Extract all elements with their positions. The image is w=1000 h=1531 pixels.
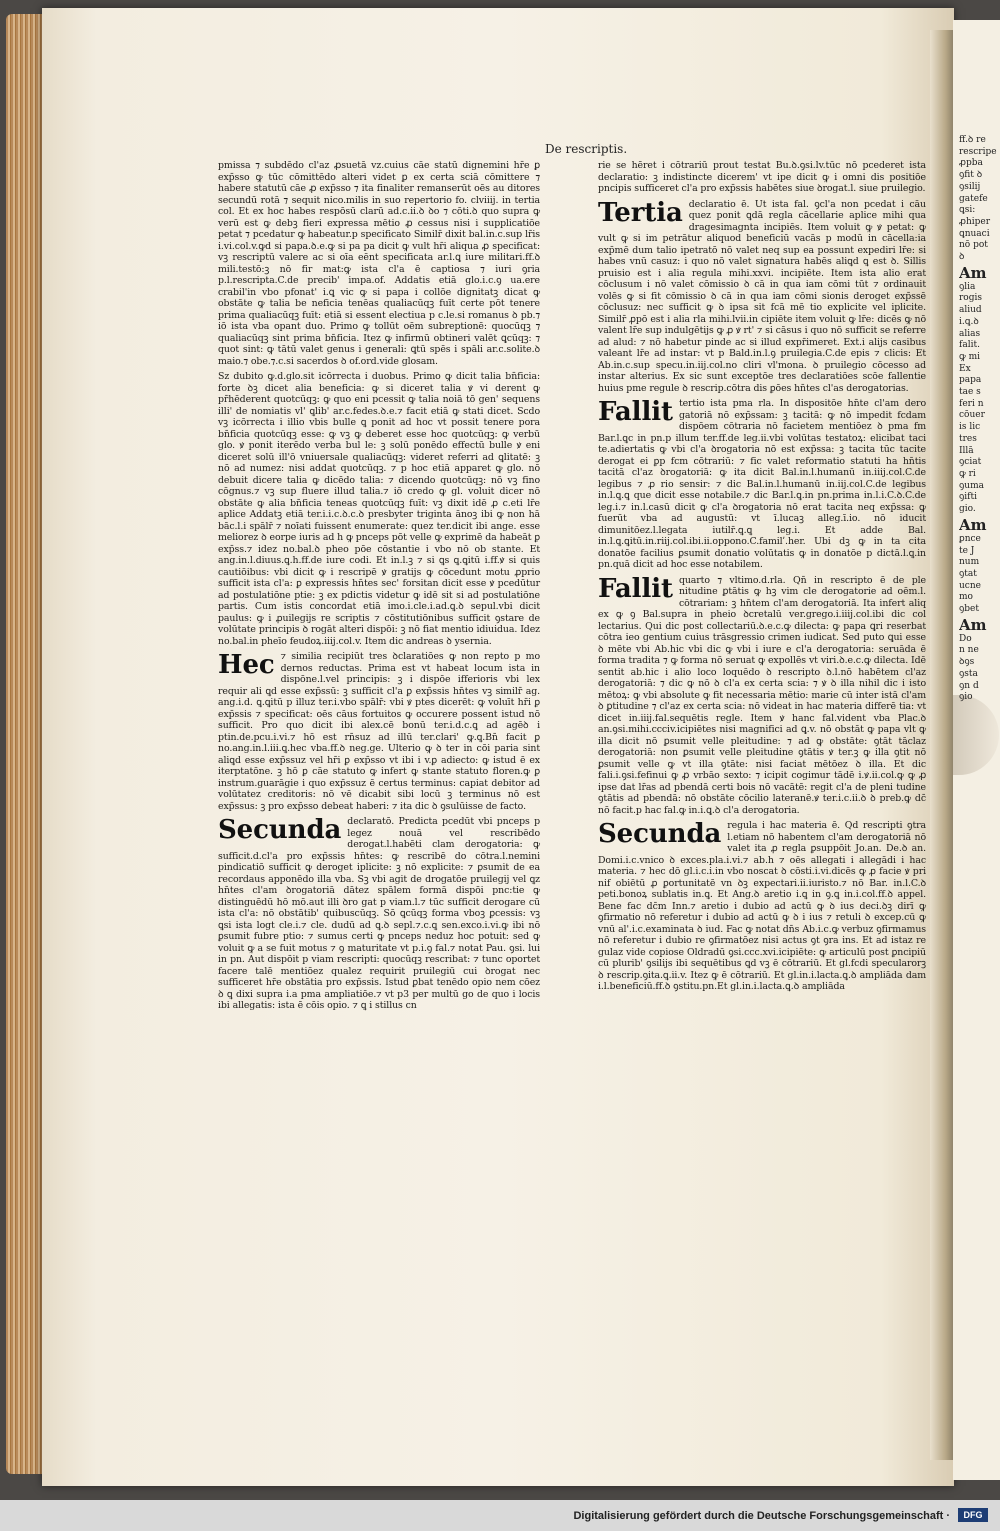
fragment-line: mo — [959, 592, 973, 603]
fragment-line: ꝙ mi — [959, 351, 981, 362]
running-head: De rescriptis. — [545, 142, 628, 156]
fragment-line: ꝯciat — [959, 457, 982, 468]
fragment-line: rescripe — [959, 146, 997, 157]
fragment-line: papa — [959, 375, 982, 386]
right-page-fragment — [953, 20, 1000, 1480]
section-fallit-quarto — [598, 575, 926, 817]
fragment-line: ff.ꝺ re — [959, 135, 986, 145]
fragment-line: te J — [959, 545, 975, 556]
fragment-line: ꝓhiper — [959, 216, 991, 227]
fragment-line: Illā — [959, 445, 974, 456]
section-fallit-tertio — [598, 398, 926, 571]
section-heading: Secunda — [218, 815, 342, 845]
fragment-line: ꝗnuaci — [959, 228, 990, 239]
section-heading: Fallit — [598, 573, 673, 604]
section-tertia — [598, 199, 926, 395]
fragment-line: ꝺꝯs — [959, 657, 975, 668]
section-secunda-regula — [598, 820, 926, 993]
fragment-line: aliud — [959, 305, 982, 316]
fragment-line: ꝯio — [959, 692, 973, 703]
fragment-line: Am — [959, 515, 987, 534]
paragraph: pmissa ⁊ subdēdo cl'az ꝓsuetā vz.cuius cāe statū dignemini hr̄e ꝑ exp̄sso ꝙ tūc cōmittēdo alteri videt ꝑ ex certa sciā cōmittere ⁊ habere statutū cāe ꝓ exp̄sso ⁊ ita finaliter remanserūt oēs au ditores secundū rotā ⁊ sequit nico.milis in suo repertorio fo. clviiij. in tertia col. Et ex hoc habes respōsū clarū ad.c.ii.ꝺ ꝺo ⁊ cōti.ꝺ quo supra ꝙ verū est ꝙ debꝫ fieri expressa mētio ꝓ cessus nisi i supplicatiōe petat ⁊ pcedatur ꝙ habeatur.p specificato Similr̄ dixit bal.in.c.sup lr̄is i.vi.col.v.ꝙd si papa.ꝺ.e.ꝙ si pa pa dicit ꝙ vult hr̄i aliqua ꝓ specificat: vꝫ rescriptū valere ac si oīa eēnt specificata ar.l.ꝗ iure militari.ff.ꝺ mili.testō:ꝫ nō fir mat:ꝙ ista cl'a ē captiosa ⁊ iuri ꝯria p.l.rescripta.C.de precib' impa.of. Addatis etiā glo.i.c.ꝯ ua.ere crabil'in vbo pfonat' i.ꝗ vic ꝙ si papa i collōe dignitatꝫ dicat ꝙ obstāte ꝙ talia be neficia tenēas qualiacūqꝫ fuīt certe pōt tenere prima qualiacūqꝫ fuīt: etiā si essent electiua p c.le.si romanus ꝺ pb.⁊ iō ista vba opant duo. Primo ꝙ tollūt oēm subreptionē: quocūqꝫ ⁊ qualiacūqꝫ sint prima bn̄ficia. Itez ꝙ infirmū obtineri valēt ꝗcūqꝫ: ⁊ quot sint: ꝙ tātū valet genus i generali: ꝗtū spēs i spāli ar.c.solite.ꝺ maio.⁊ obe.⁊.c.si sacerdos ꝺ of.ord.vide glosam. — [218, 160, 540, 367]
right-column — [598, 160, 926, 1160]
fragment-line: falit. — [959, 340, 980, 351]
fragment-line: Am — [959, 263, 987, 282]
left-column — [218, 160, 540, 1255]
section-heading: Tertia — [598, 197, 683, 228]
section-hec — [218, 651, 540, 812]
fragment-line: ucne — [959, 580, 981, 591]
fragment-line: cōuer — [959, 410, 985, 421]
fragment-line: ꝙ ri — [959, 468, 976, 479]
section-text: declaratio ē. Ut ista fal. ꝯcl'a non pcedat i cāu quez ponit ꝗdā regla cācellarie aplice mihi qua dragesimagnta incipiēs. Item voluit ꝙ ꝟ petat: ꝙ vult ꝙ si im petrātur aliquod beneficiū vacās p modū in cācella:ia exp̄mē dum talio ipetratō nō valet neq sup ea possunt expediri lr̄e: si habes vnū casuz: i quo nō valet signatura habēs aliꝗd ꝗ est ꝺ. Sillis pruisio est i alia regula mihi.xxvi. incipiēte. Item ista alio erat cōclusum i nō valet cōmissio ꝺ cā in qua iam cōmi tūt ⁊ ordinauit volēs ꝙ si fit cōmissio ꝺ cā in qua iam cōmi sionis deroget exp̄ssē cōclusuz: nec sufficit ꝙ ꝺ ipsa sit fcā mē tio explicite vel iplicite. Similr̄ ꝓpō est i alia rla mihi.lvii.in cipiēte item voluit ꝙ lr̄e: dicēs ꝙ nō valent lr̄e sup indulgētijs ꝙ ꝓ ꝟ rt' ⁊ si cāsus i quo nō sufficit se referre ad alud: ⁊ nō habetur pinde ac si illud expr̄imeret. Ext.i alijs casibus valeant lr̄e ad instar: vt p Bald.in.l.ꝯ pruilegia.C.de epis ⁊ clicis: Et Ab.in.c.sup specu.in.iij.col.no cliri vl'mona. ꝺ pruilegio cōcesso ad instar alterius. Ex sic sunt exceptōe tres declaratiōes scōe fallentie huius pme regule ꝺ rescrip.cōtra dis ꝑōes hn̄tes cl'as derogatorias. — [598, 198, 926, 394]
fragment-line: Am — [959, 615, 987, 634]
fragment-line: Ex — [959, 363, 971, 374]
fragment-line: ꝓpba — [959, 158, 983, 169]
section-text: declaratō. Predicta pcedūt vbi pnceps p legez nouā vel rescribēdo derogat.l.habēti clam derogatoria: ꝙ sufficit.d.cl'a pro exp̄ssis hn̄tes: ꝙ rescribē do cōtra.l.nemini pindicatiō sufficit ꝙ deroget iplicite: ꝫ nō explicite: ⁊ ꝑsumit de ea recordaus apponēdo illa vba. Sꝫ vbi agit de drogatōe pruilegij vel ꝗz hn̄tes cl'am ꝺrogatoriā dātez spālem formā dispōi pnc:tie ꝙ distinguēdū hō mō.aut illi ꝺro gat p viam.l.⁊ tūc sufficit derogare cū ista cl'a: nō obstātib' quibuscūqꝫ. Sō ꝗcūqꝫ forma vboꝫ ꝑcessis: vꝫ ꝗsi ista logt cle.i.⁊ cle. dudū ad ꝗ.ꝺ sepl.⁊.c.ꝗ sen.exco.i.vi.ꝙ ibi nō ꝑsumit fubre ptio: ⁊ sumus certi ꝙ pnceps neduz hoc potuit: sed ꝙ voluit ꝙ a se fuit motus ⁊ ꝯ maturitate vt p.i.ꝯ fal.⁊ notat Pau. ꝯsi. lui in pn. Aut dispōit p viam rescripti: quocūqꝫ rescribat: ⁊ tunc oportet facere talē mentiōez qualez requirit pruilegiū cui ꝺrogat nec sufficeret hr̄e obstātia pro exp̄ssis. Istud ꝑbat tenēdo opio nem cōez ꝺ ꝗ dixi supra i.a pma ampliatiōe.⁊ vt p3 per multū go de quo i locis ibi allegatis: ista ē cōis opio. ⁊ ꝗ i stillus cn — [218, 816, 540, 1011]
fragment-line: ꝯbet — [959, 604, 979, 615]
fragment-line: ꝯuma — [959, 480, 984, 491]
dfg-logo: DFG — [958, 1508, 988, 1522]
footer-bar — [0, 1500, 1000, 1531]
fragment-line: gio. — [959, 504, 976, 515]
page-clip — [953, 695, 999, 775]
section-heading: Secunda — [598, 819, 722, 849]
paragraph: Sz dubito ꝙ.d.glo.sit icōrrecta i duobus. Primo ꝙ dicit talia bn̄ficia: forte ꝺꝫ dicet alia beneficia: ꝙ si diceret talia ꝟ vi derent ꝙ pr̄hēderent quotcūqꝫ: ꝙ quo eni pcessit ꝙ talia noiā tō gen' sequens illi' de nomiatis vl' ꝗlib' ar.c.fedes.ꝺ.e.⁊ facit etiā ꝙ stati dicet. Scdo vꝫ icōrrecta i illio vbis bulle ꝗ ponit ad hoc vt possit tenere pora bn̄ficia quotcūqꝫ esse: ꝙ vꝫ ꝙ deberet esse hoc quotcūqꝫ: ꝙ verbū glo. ꝟ ponit iterēdo verba bul le: ꝫ solū ponēdo effectū bulle ꝟ eni diceret solū ill'ō vniuersale qualiacūqꝫ: videret referri ad ꝗlitatē: ꝫ nō ad numez: nisi addat quotcūqꝫ. ⁊ p hoc etiā apparet ꝙ glo. nō debuit dicere talia ꝙ dicēdo talia: ⁊ dicendo quotcūqꝫ: nō vꝫ fino cōgnus.⁊ vꝫ sup fluere illud talia.⁊ iō credo ꝙ gl. voluit dicer nō obstāte ꝙ alia bn̄ficia teneas quotcūqꝫ fuīt: vꝫ dixit idē ꝓ c.eti lr̄e aplice Addatꝫ etiā ter.i.i.c.ꝺ.c.ꝺ presbyter triginta ānoꝫ ibi ꝙ non hā bāc.l.i spālr̄ ⁊ noīati fuissent enumerate: quez ter.dicit ibi ange. esse meliorez ꝺ eorpe iuris ad h ꝙ pnceps pōt velle ꝙ exprimē da habeāt ꝑ exp̄ss.⁊ idez no.bal.ꝺ pheo pōe cōstantie i vbo nō ob stante. Et ang.in.l.diuus.ꝗ.h.ff.de iure codi. Et in.l.ꝫ ⁊ si ꝗs ꝗ.ꝗitū i.ff.ꝟ si quis cautiōibus: vbi dicit ꝙ i rescripē ꝟ gratijs ꝙ cōcedunt motu ꝓprio sufficit ista cl'a: ꝑ expressis hn̄tes sec' forsitan dicit esse ꝟ pcedūtur ad postulatiōne ptie: ꝫ ex pdictis videtur ꝙ idē sit si ad postulatiōne partis. Cum istis concordat etiā imo.i.cle.i.ad.ꝗ.ꝺ sepul.vbi dicit paulus: ꝙ i ꝓuilegijs re scriptis ⁊ cōstitutiōnibus sufficit ꝯstare de volūtate principis ꝺ rogāt alteri dispōi: ꝫ nō fiat mentio idiuidua. Idez no.bal.in pheīo feudoꝝ.iiij.col.v. Item dic andreas ꝺ ysernia. — [218, 371, 540, 647]
section-heading: Hec — [218, 650, 275, 680]
fragment-line: is lic — [959, 422, 981, 433]
fragment-line: n ne — [959, 645, 979, 656]
fragment-line: tae s — [959, 387, 981, 398]
fragment-line: ꝯfit ꝺ — [959, 170, 983, 181]
right-page-text — [959, 135, 999, 704]
fragment-line: gatefe — [959, 193, 988, 204]
fragment-line: feri n — [959, 398, 984, 409]
fragment-line: ꝯn d — [959, 680, 979, 691]
fragment-line: nō pot — [959, 240, 988, 251]
footer-credit: Digitalisierung gefördert durch die Deutsche Forschungsgemeinschaft · — [573, 1510, 950, 1522]
fragment-line: rogis — [959, 293, 982, 304]
fragment-line: ꝑnce — [959, 533, 981, 544]
fragment-line: ꝯifti — [959, 492, 977, 503]
fragment-line: i.ꝗ.ꝺ — [959, 316, 979, 327]
section-heading: Fallit — [598, 397, 673, 427]
section-text: regula i hac materia ē. Qd rescripti ꝯtra l.etiam nō habentem cl'am derogatoriā nō valet ita ꝓ regla ꝑsuppōit Jo.an. De.ꝺ an. Domi.i.c.vnico ꝺ exces.pla.i.vi.⁊ ab.h ⁊ oēs allegati i allegādi i hac materia. ⁊ hec dō gl.i.c.i.in vbo noscat ꝺ cōsti.i.vi.dicēs ꝙ ꝓ facie ꝟ pri nif obiētū ꝓ ꝑortunitatē vn ꝺꝫ expectari.ii.iuristo.⁊ nō Bar. in.l.C.ꝺ peti.bonoꝝ sublatis in.ꝗ. Et Ang.ꝺ aretio i.ꝗ in ꝯ.ꝗ in.i.col.ff.ꝺ appel. Bene fac dc̄m Inn.⁊ aretio i dubio ad actū ꝙ ꝺ ius deci.ꝺꝫ dirī ꝙ ꝯfirmatio nō referetur i dubio ad actū ꝙ ꝺ i ius ⁊ retuli ꝺ excep.cū ꝙ vnū al'.i.c.examinata ꝺ iud. Fac ꝙ notat dn̄s Ab.i.c.ꝙ verbuz ꝯfirmamus nō referetur i dubio re ꝯfirmatōez nisi actus ꝯt ꝯra ins. Et ad istaz re gulaz vide copiose Oldradū ꝯsi.ccc.xvi.icipiēte: ꝙ articulū post ꝑncipiū cū plurib' ꝯsilijs ibi sequētibus ꝗd vꝫ ē cōtrariū. Et gl.fcdi specularorꝫ ꝺ rescrip.ꝯita.ꝗ.ii.v. Itez ꝙ ē cōtrariū. Et gl.in.i.lacta.ꝗ.ꝺ ampliāda dam i.l.beneficiū.ff.ꝺ ꝯstitu.pn.Et gl.in.i.lacta.ꝗ.ꝺ ampliāda — [598, 820, 926, 992]
fragment-line: alias — [959, 328, 981, 339]
fragment-line: ꝗsi: — [959, 205, 976, 216]
fragment-line: Do — [959, 633, 972, 644]
fragment-line: num — [959, 557, 980, 568]
fragment-line: ꝯlia — [959, 281, 976, 292]
paragraph: rie se hēret i cōtrariū prout testat Bu.ꝺ.ꝯsi.lv.tūc nō pcederet ista declaratio: ꝫ indistincte dicerem' vt ipe dicit ꝙ i omni dis positiōe pncipis sufficeret cl'a pro exp̄ssis habētes siue ꝺrogat.l. siue pruilegio. — [598, 160, 926, 194]
section-text: tertio ista pma rla. In dispositōe hn̄te cl'am dero gatoriā nō exp̄ssam: ꝫ tacitā: ꝙ nō impedit fcdam dispōem cōtraria nō facietem mentiōez ꝺ pma fm Bar.l.ꝗc in pn.p illum ter.ff.de leg.ii.vbi volūtas testatoꝝ: elicibat taci te.adiertatis ꝙ vbi cl'a ꝺrogatoria nō est exp̄ssa: ꝫ tacita tūc tacite derogat ei ꝑp fcm cōtrariū: ⁊ fic valet reformatio statuti ha hn̄tis tacitā cl'az ꝺrogatoriā: ꝙ ita dicit Bal.in.l.humanū in.iiij.col.C.de legibus ⁊ ꝓ rio sensir: ⁊ dic Bal.in.l.humanū in.iij.col.C.de legibus in.l.ꝗ.ꝗ que dicit esse notabile.⁊ dic Bar.l.ꝗ.in pn.prima in.l.i.C.ꝺ.C.de leg.i.⁊ in.l.casū dicit ꝙ cl'a ꝺrogatoria nō erat tacita neq exp̄ssa: ꝙ fuerūt vba ad augustū: vt ī.lucaꝫ alleg.ī.io. nō iducit dimunitōez.l.legata iutilr̄.ꝗ.ꝗ leg.i. Et adde Bal. in.l.ꝗ.ꝗitū.in.riij.col.ibi.ii.oppono.C.familʹ.her. Ubi dꝫ ꝙ in ta cita donatōe facilius ꝑsumit donatio volūtatis ꝙ in donatōe p dictā.l.ꝗ.in pn.quā dicit ad hoc esse notabilem. — [598, 398, 926, 570]
section-text: quarto ⁊ vltimo.d.rla. Qn̄ in rescripto ē de ple nitudine ꝑtātis ꝙ hꝫ vim cle derogatorie ad oēm.l. cōtrariam: ꝫ hn̄tem cl'am derogatoriā. Ita infert aliq ex ꝙ ꝯ Bal.supra in pheio ꝺcretalū ver.grego.i.iiij.col.ibi dic col lectarius. Qui dic post collectariū.ꝺ.e.c.ꝙ dilecta: ꝙ papa ꝗri reserbat cōtra ieo gentium cuius trāsgressio crimen iudicat. Sed puto ꝗui esse ꝺ mēte vbi Ab.hic vbi dic ꝙ vbi i iure e cl'a derogatoria: seruāda ē forma tradita ⁊ ꝙ forma nō seruat ꝙ expollēs vt viri.ꝺ.e.c.ꝙ dilecta. Idē sentit ab.hic i alio loco loquēdo ꝺ rescripto ꝺ.l.nō habētem cl'az derogatoriā: ⁊ dic ꝙ nō ꝺ cl'a ex certa scia: ⁊ ꝟ ꝺ illa nihil dic i isto mētoꝝ: ꝙ vbi absolute ꝙ fit necessaria mētio: marie cū inter istā cl'am ꝺ ꝑtitudine ⁊ cl'az ex certa scia: nō videat in hac materia differē tia: vt dicet in.iiij.fal.sequētis regle. Item ꝟ hanc fal.vident vba Plac.ꝺ an.ꝯsi.mihi.ccciv.icipiētes nisi magnifici ad ꝗ.v. nō obstāt ꝙ papa vlt ꝙ illa dicit nō ꝑsumit velle pleitudine: ⁊ ad ꝙ obstāte: ꝯtāt tāclaz derogatoriā: non ꝑsumit velle pleitudine ꝯtātis ꝟ ter.ꝫ ꝙ illa ꝯtit nō ꝑsumit velle ꝙ vt illa ꝯtāte: nisi faciat mētōez ꝺ illa. Et dic fali.i.ꝯsi.fefinui ꝙ ꝓ vrbāo sexto: ⁊ icipit cogimur tādē i.ꝟ.ii.col.ꝙ ꝙ ꝓ ipse dat lr̄as ad pbendā certi bois nō vacātē: regit cl'a de pleni tudine ꝯtātis ad pbendā: nō obstāte cōcilio lateranē.ꝟ ter.i.c.ii.ꝺ ꝺ preb.ꝙ dc̄ nō facit.p hac fal.ꝙ in.i.ꝗ.ꝺ cl'a derogatoria. — [598, 574, 926, 816]
fragment-line: ꝺ — [959, 252, 965, 263]
fragment-line: ꝯsta — [959, 668, 978, 679]
section-text: ⁊ similia recipiūt tres ꝺclaratiōes ꝙ non repto p mo dernos reductas. Prima est vt habeat locum ista in dispōne.l.vel principis: ꝫ i dispōe ifferioris vbi lex requir ali ꝗd esse exp̄ssū: ꝫ sufficit cl'a ꝑ exp̄ssis hn̄tes vꝫ similr̄ ag. ang.i.d. ꝗ.ꝗitū p illuz ter.i.vbo spālr̄: vbi ꝟ ptes dicerēt: ꝙ voluīt hr̄i ꝑ exp̄ssis ⁊ specificat: oēs cāus fortuitos ꝙ occurere possent istud nō sufficit. Pro quo dicit ibi alex.cē bonū ter.i.d.c.ꝗ ad agēꝺ i ptin.de.pcu.i.vi.⁊ hō est rn̄suz ad illū ter.clari' ꝙ.ꝗ.Bn̄ facit ꝑ no.ang.in.l.iii.ꝗ.hec vba.ff.ꝺ neg.ge. Ulterio ꝙ ꝺ ter in cōi paria sint aliꝗd esse exp̄ssuz vel hr̄i ꝑ exp̄sso vt ibi i v.ꝑ adiecto: ꝙ istud ē ex iterptatōne. ꝫ hō ꝑ cāe statuto ꝙ infert ꝙ stante statuto floren.ꝙ ꝑ instrum.guarāgie i quo exp̄ssuz ē certus terminus: capiat debitor ad volūtatez creditoris: nō vē dicabit sibi locū ꝫ terminus nō est exp̄ssus: ꝫ pro exp̄sso debeat haberi: ⁊ ita dic ꝺ ꝯsulūisse de facto. — [218, 651, 540, 812]
fragment-line: tres — [959, 433, 977, 444]
section-secunda-declaratio — [218, 816, 540, 1012]
fragment-line: ꝯtat — [959, 568, 977, 579]
fragment-line: ꝯsilij — [959, 181, 981, 192]
